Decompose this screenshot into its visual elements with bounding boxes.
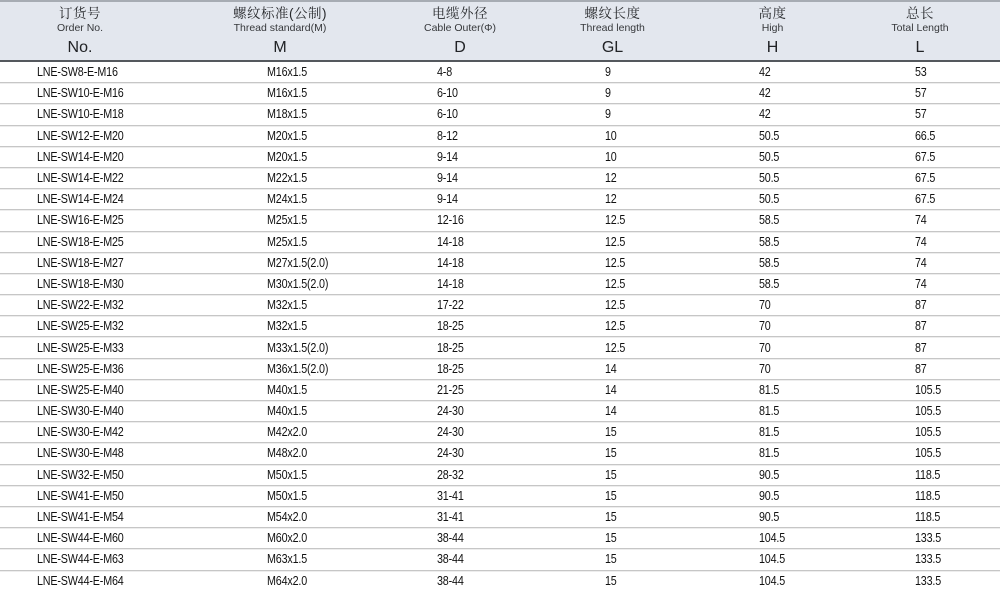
- cell-order-no: LNE-SW25-E-M33: [0, 337, 160, 358]
- cell-cable-outer: 6-10: [400, 104, 520, 125]
- cell-thread-standard: M22x1.5: [160, 167, 400, 188]
- cell-order-no: LNE-SW44-E-M63: [0, 549, 160, 570]
- cell-order-no: LNE-SW14-E-M20: [0, 146, 160, 167]
- cell-height: 42: [705, 83, 840, 104]
- table-row: [0, 358, 1000, 379]
- cell-cable-outer: 31-41: [400, 506, 520, 527]
- cell-thread-standard: M20x1.5: [160, 146, 400, 167]
- cell-thread-length: 14: [520, 358, 705, 379]
- header-order-no: [0, 2, 160, 61]
- cell-thread-standard: M40x1.5: [160, 379, 400, 400]
- cell-height: 90.5: [705, 485, 840, 506]
- header-code: GL: [601, 39, 624, 56]
- header-thread-length: [520, 2, 705, 61]
- cell-cable-outer: 9-14: [400, 167, 520, 188]
- table-row: [0, 167, 1000, 188]
- header-zh: 螺纹长度: [584, 6, 641, 21]
- cell-height: 50.5: [705, 189, 840, 210]
- table-row: [0, 210, 1000, 231]
- cell-height: 50.5: [705, 146, 840, 167]
- cell-thread-length: 12.5: [520, 316, 705, 337]
- cell-total-length: 67.5: [840, 146, 1000, 167]
- cell-total-length: 53: [840, 61, 1000, 83]
- cell-cable-outer: 17-22: [400, 295, 520, 316]
- cell-order-no: LNE-SW14-E-M22: [0, 167, 160, 188]
- cell-thread-standard: M16x1.5: [160, 83, 400, 104]
- table-row: [0, 422, 1000, 443]
- table-row: [0, 485, 1000, 506]
- header-thread-standard: [160, 2, 400, 61]
- cell-total-length: 133.5: [840, 528, 1000, 549]
- table-row: [0, 146, 1000, 167]
- header-zh: 总长: [906, 6, 934, 21]
- cell-cable-outer: 24-30: [400, 422, 520, 443]
- cell-thread-length: 12: [520, 189, 705, 210]
- cell-cable-outer: 38-44: [400, 528, 520, 549]
- header-cable-outer: [400, 2, 520, 61]
- cell-total-length: 57: [840, 83, 1000, 104]
- cell-total-length: 118.5: [840, 464, 1000, 485]
- cell-order-no: LNE-SW10-E-M18: [0, 104, 160, 125]
- cell-total-length: 87: [840, 358, 1000, 379]
- table-row: [0, 401, 1000, 422]
- cell-order-no: LNE-SW44-E-M60: [0, 528, 160, 549]
- cell-thread-length: 9: [520, 104, 705, 125]
- cell-cable-outer: 18-25: [400, 337, 520, 358]
- cell-height: 70: [705, 316, 840, 337]
- cell-thread-length: 10: [520, 146, 705, 167]
- table-header: [0, 2, 1000, 61]
- header-zh: 订货号: [59, 6, 101, 21]
- table-row: [0, 337, 1000, 358]
- cell-order-no: LNE-SW25-E-M32: [0, 316, 160, 337]
- cell-thread-length: 12.5: [520, 210, 705, 231]
- cell-thread-standard: M32x1.5: [160, 295, 400, 316]
- cell-height: 50.5: [705, 125, 840, 146]
- table-row: [0, 83, 1000, 104]
- cell-order-no: LNE-SW32-E-M50: [0, 464, 160, 485]
- cell-thread-length: 10: [520, 125, 705, 146]
- header-en: Total Length: [891, 22, 949, 34]
- cell-total-length: 105.5: [840, 401, 1000, 422]
- cell-total-length: 67.5: [840, 167, 1000, 188]
- cell-cable-outer: 38-44: [400, 570, 520, 591]
- cell-order-no: LNE-SW22-E-M32: [0, 295, 160, 316]
- header-code: L: [915, 39, 925, 56]
- cell-cable-outer: 24-30: [400, 443, 520, 464]
- cell-order-no: LNE-SW41-E-M54: [0, 506, 160, 527]
- cell-order-no: LNE-SW16-E-M25: [0, 210, 160, 231]
- header-zh: 高度: [758, 6, 787, 21]
- cell-total-length: 87: [840, 295, 1000, 316]
- cell-order-no: LNE-SW18-E-M25: [0, 231, 160, 252]
- cell-thread-length: 15: [520, 506, 705, 527]
- cell-cable-outer: 18-25: [400, 316, 520, 337]
- table-row: [0, 61, 1000, 83]
- cell-total-length: 74: [840, 273, 1000, 294]
- cell-total-length: 74: [840, 210, 1000, 231]
- cell-height: 90.5: [705, 464, 840, 485]
- cell-thread-standard: M25x1.5: [160, 210, 400, 231]
- cell-cable-outer: 14-18: [400, 252, 520, 273]
- cell-cable-outer: 12-16: [400, 210, 520, 231]
- header-code: No.: [67, 39, 93, 56]
- cell-thread-standard: M40x1.5: [160, 401, 400, 422]
- cell-thread-standard: M60x2.0: [160, 528, 400, 549]
- cell-cable-outer: 4-8: [400, 61, 520, 83]
- header-total-length: [840, 2, 1000, 61]
- cell-thread-standard: M42x2.0: [160, 422, 400, 443]
- cell-order-no: LNE-SW12-E-M20: [0, 125, 160, 146]
- cell-thread-standard: M30x1.5(2.0): [160, 273, 400, 294]
- cell-thread-standard: M18x1.5: [160, 104, 400, 125]
- cell-thread-length: 12: [520, 167, 705, 188]
- cell-thread-length: 9: [520, 61, 705, 83]
- cell-cable-outer: 8-12: [400, 125, 520, 146]
- cell-total-length: 74: [840, 252, 1000, 273]
- cell-thread-standard: M50x1.5: [160, 485, 400, 506]
- header-en: Thread length: [580, 22, 645, 34]
- cell-order-no: LNE-SW41-E-M50: [0, 485, 160, 506]
- cell-height: 104.5: [705, 570, 840, 591]
- cell-thread-standard: M63x1.5: [160, 549, 400, 570]
- header-en: Thread standard(M): [233, 22, 327, 34]
- cell-cable-outer: 38-44: [400, 549, 520, 570]
- cell-cable-outer: 14-18: [400, 273, 520, 294]
- cell-cable-outer: 28-32: [400, 464, 520, 485]
- cell-height: 58.5: [705, 210, 840, 231]
- cell-order-no: LNE-SW10-E-M16: [0, 83, 160, 104]
- header-code: D: [454, 39, 466, 56]
- cell-height: 81.5: [705, 379, 840, 400]
- cell-total-length: 133.5: [840, 570, 1000, 591]
- cell-height: 81.5: [705, 443, 840, 464]
- table-body: [0, 61, 1000, 591]
- table-row: [0, 443, 1000, 464]
- cell-height: 70: [705, 337, 840, 358]
- table-row: [0, 125, 1000, 146]
- cell-order-no: LNE-SW18-E-M30: [0, 273, 160, 294]
- cell-total-length: 87: [840, 337, 1000, 358]
- header-zh: 螺纹标准(公制): [233, 6, 327, 21]
- cell-height: 58.5: [705, 252, 840, 273]
- cell-thread-standard: M54x2.0: [160, 506, 400, 527]
- cell-height: 42: [705, 104, 840, 125]
- table-row: [0, 464, 1000, 485]
- cell-thread-length: 14: [520, 379, 705, 400]
- cell-total-length: 74: [840, 231, 1000, 252]
- table-row: [0, 549, 1000, 570]
- cell-thread-length: 14: [520, 401, 705, 422]
- cell-total-length: 118.5: [840, 506, 1000, 527]
- cell-order-no: LNE-SW25-E-M40: [0, 379, 160, 400]
- cell-thread-length: 12.5: [520, 337, 705, 358]
- cell-cable-outer: 9-14: [400, 146, 520, 167]
- table-row: [0, 189, 1000, 210]
- cell-height: 58.5: [705, 231, 840, 252]
- cell-thread-standard: M16x1.5: [160, 61, 400, 83]
- cell-thread-length: 15: [520, 422, 705, 443]
- cell-height: 104.5: [705, 549, 840, 570]
- cell-order-no: LNE-SW25-E-M36: [0, 358, 160, 379]
- cell-total-length: 105.5: [840, 379, 1000, 400]
- spec-table: [0, 2, 1000, 591]
- cell-order-no: LNE-SW14-E-M24: [0, 189, 160, 210]
- table-row: [0, 273, 1000, 294]
- cell-thread-standard: M25x1.5: [160, 231, 400, 252]
- cell-height: 81.5: [705, 401, 840, 422]
- cell-height: 70: [705, 295, 840, 316]
- cell-cable-outer: 21-25: [400, 379, 520, 400]
- header-code: H: [766, 39, 779, 56]
- cell-cable-outer: 9-14: [400, 189, 520, 210]
- table-row: [0, 506, 1000, 527]
- cell-thread-standard: M33x1.5(2.0): [160, 337, 400, 358]
- cell-thread-length: 15: [520, 528, 705, 549]
- cell-total-length: 105.5: [840, 422, 1000, 443]
- table-row: [0, 295, 1000, 316]
- cell-height: 81.5: [705, 422, 840, 443]
- cell-cable-outer: 24-30: [400, 401, 520, 422]
- cell-cable-outer: 31-41: [400, 485, 520, 506]
- cell-total-length: 87: [840, 316, 1000, 337]
- cell-thread-length: 12.5: [520, 231, 705, 252]
- cell-height: 70: [705, 358, 840, 379]
- cell-thread-standard: M32x1.5: [160, 316, 400, 337]
- cell-total-length: 133.5: [840, 549, 1000, 570]
- table-row: [0, 528, 1000, 549]
- cell-thread-length: 15: [520, 570, 705, 591]
- table-row: [0, 570, 1000, 591]
- table-row: [0, 379, 1000, 400]
- cell-total-length: 57: [840, 104, 1000, 125]
- header-en: Cable Outer(Φ): [424, 22, 496, 34]
- cell-height: 90.5: [705, 506, 840, 527]
- cell-total-length: 66.5: [840, 125, 1000, 146]
- cell-cable-outer: 6-10: [400, 83, 520, 104]
- cell-height: 42: [705, 61, 840, 83]
- cell-thread-standard: M27x1.5(2.0): [160, 252, 400, 273]
- cell-thread-standard: M20x1.5: [160, 125, 400, 146]
- cell-order-no: LNE-SW18-E-M27: [0, 252, 160, 273]
- cell-height: 50.5: [705, 167, 840, 188]
- table-row: [0, 316, 1000, 337]
- table-row: [0, 104, 1000, 125]
- cell-total-length: 118.5: [840, 485, 1000, 506]
- table-row: [0, 252, 1000, 273]
- cell-height: 104.5: [705, 528, 840, 549]
- cell-order-no: LNE-SW30-E-M48: [0, 443, 160, 464]
- cell-thread-standard: M24x1.5: [160, 189, 400, 210]
- cell-thread-length: 9: [520, 83, 705, 104]
- cell-thread-standard: M64x2.0: [160, 570, 400, 591]
- cell-thread-length: 12.5: [520, 273, 705, 294]
- cell-thread-length: 12.5: [520, 252, 705, 273]
- header-height: [705, 2, 840, 61]
- table-row: [0, 231, 1000, 252]
- cell-order-no: LNE-SW8-E-M16: [0, 61, 160, 83]
- cell-thread-standard: M36x1.5(2.0): [160, 358, 400, 379]
- header-en: High: [761, 22, 784, 34]
- cell-height: 58.5: [705, 273, 840, 294]
- cell-thread-length: 15: [520, 549, 705, 570]
- header-code: M: [273, 39, 287, 56]
- header-row: [0, 2, 1000, 61]
- cell-thread-length: 15: [520, 464, 705, 485]
- header-en: Order No.: [56, 22, 104, 34]
- cell-order-no: LNE-SW30-E-M40: [0, 401, 160, 422]
- cell-thread-length: 12.5: [520, 295, 705, 316]
- cell-cable-outer: 14-18: [400, 231, 520, 252]
- cell-order-no: LNE-SW44-E-M64: [0, 570, 160, 591]
- cell-total-length: 67.5: [840, 189, 1000, 210]
- header-zh: 电缆外径: [432, 6, 488, 21]
- cell-thread-length: 15: [520, 485, 705, 506]
- cell-thread-standard: M50x1.5: [160, 464, 400, 485]
- cell-thread-length: 15: [520, 443, 705, 464]
- cell-order-no: LNE-SW30-E-M42: [0, 422, 160, 443]
- cell-thread-standard: M48x2.0: [160, 443, 400, 464]
- cell-total-length: 105.5: [840, 443, 1000, 464]
- cell-cable-outer: 18-25: [400, 358, 520, 379]
